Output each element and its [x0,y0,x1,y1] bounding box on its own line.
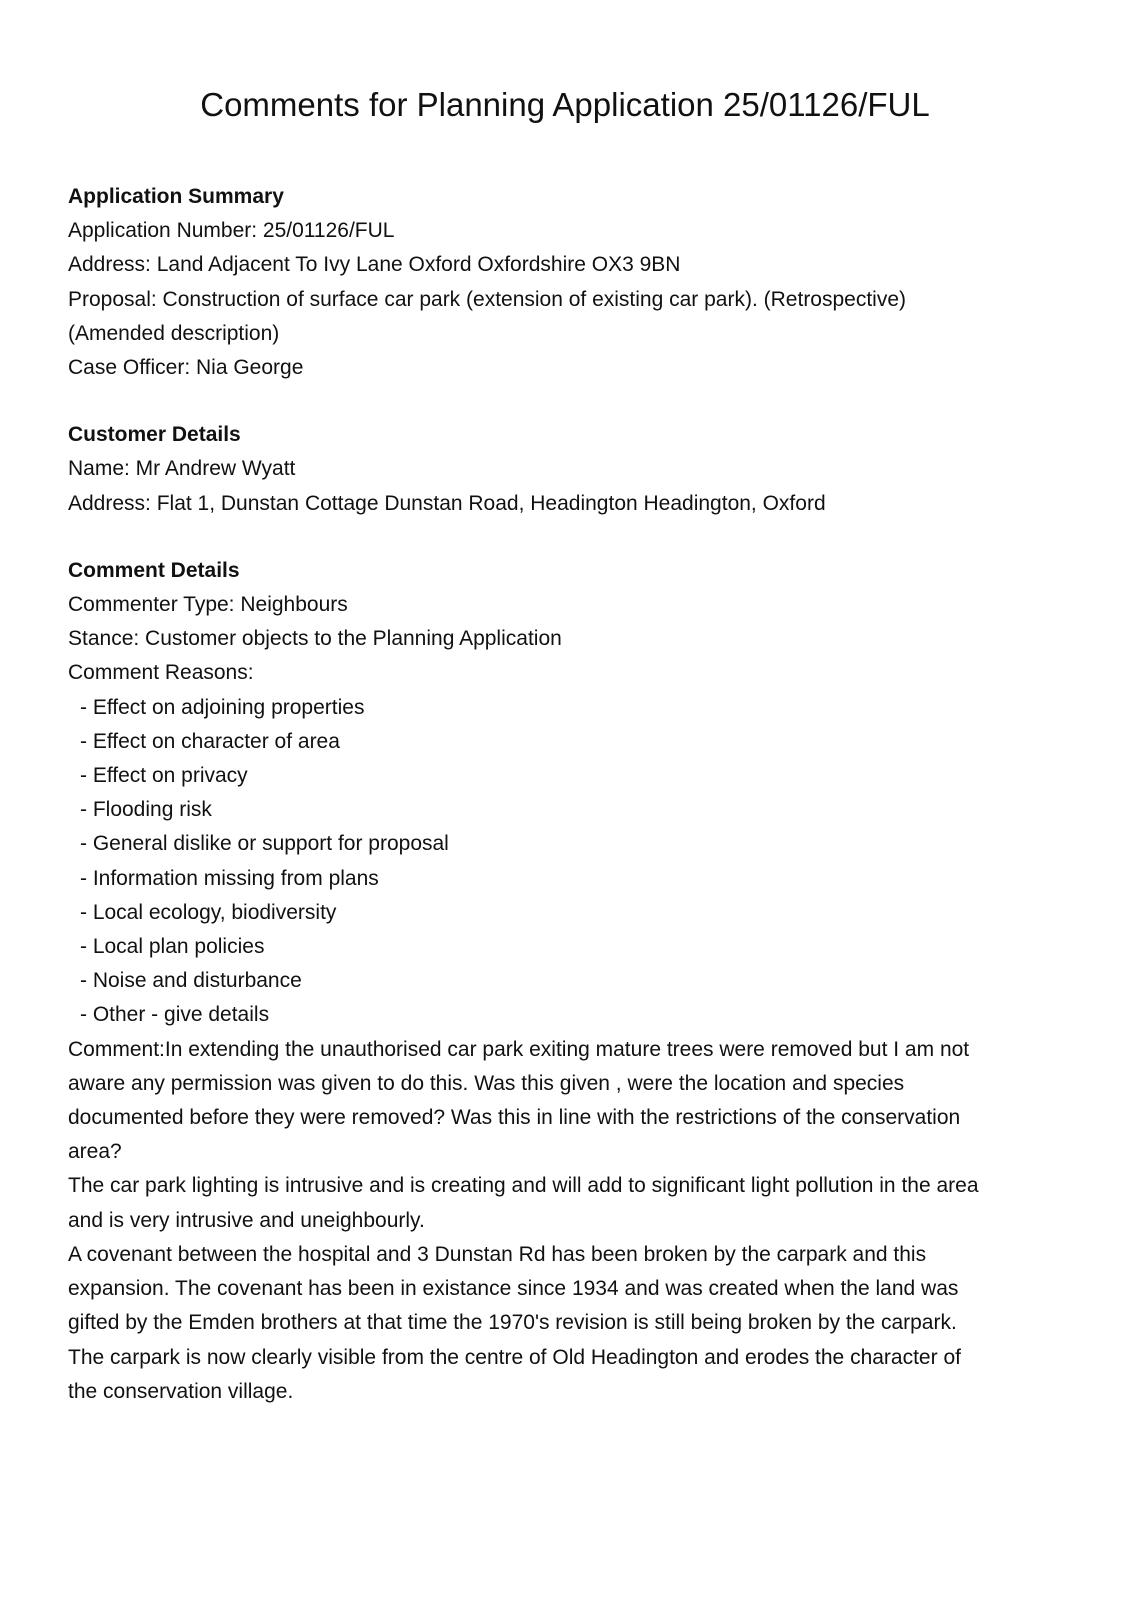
comment-line: expansion. The covenant has been in existance since 1934 and was created when the land was [68,1277,959,1301]
section-spacer [68,385,1068,418]
comment-line: Comment:In extending the unauthorised car park exiting mature trees were removed but I am not [68,1037,970,1061]
comment-reasons-label: Comment Reasons: [68,661,254,685]
proposal-line-1: Proposal: Construction of surface car park (extension of existing car park). (Retrospective) [68,287,907,311]
application-number: Application Number: 25/01126/FUL [68,219,395,243]
document-body [68,180,1068,1409]
comment-details-heading: Comment Details [68,558,240,582]
list-item: - Flooding risk [68,793,1068,827]
list-item: - Effect on adjoining properties [68,691,1068,725]
list-item: - Noise and disturbance [68,964,1068,998]
list-item: - Effect on privacy [68,759,1068,793]
customer-name: Name: Mr Andrew Wyatt [68,457,296,481]
comment-details-section [68,554,1068,1409]
comment-line: The carpark is now clearly visible from the centre of Old Headington and erodes the character of [68,1345,961,1369]
comment-line: aware any permission was given to do this. Was this given , were the location and species [68,1071,905,1095]
comment-text [68,1033,1068,1409]
list-item: - General dislike or support for proposal [68,827,1068,861]
commenter-type: Commenter Type: Neighbours [68,593,348,617]
comment-line: A covenant between the hospital and 3 Dunstan Rd has been broken by the carpark and this [68,1242,927,1266]
application-address: Address: Land Adjacent To Ivy Lane Oxford Oxfordshire OX3 9BN [68,253,681,277]
customer-address: Address: Flat 1, Dunstan Cottage Dunstan Road, Headington Headington, Oxford [68,491,826,515]
comment-line: and is very intrusive and uneighbourly. [68,1208,425,1232]
customer-details-heading: Customer Details [68,423,241,447]
list-item: - Local ecology, biodiversity [68,896,1068,930]
comment-line: The car park lighting is intrusive and is creating and will add to significant light pollution in the area [68,1174,979,1198]
customer-details-section [68,418,1068,521]
comment-line: area? [68,1140,122,1164]
stance: Stance: Customer objects to the Planning Application [68,627,562,651]
comment-line: documented before they were removed? Was this in line with the restrictions of the conservation [68,1106,961,1130]
list-item: - Effect on character of area [68,725,1068,759]
comment-line: gifted by the Emden brothers at that time the 1970's revision is still being broken by the carpark. [68,1311,957,1335]
section-spacer [68,521,1068,554]
comment-reasons-list [68,691,1068,1033]
application-summary-section [68,180,1068,385]
comment-line: the conservation village. [68,1379,294,1403]
list-item: - Other - give details [68,998,1068,1032]
list-item: - Information missing from plans [68,862,1068,896]
page-title: Comments for Planning Application 25/01126/FUL [200,86,930,123]
proposal-line-2: (Amended description) [68,321,280,345]
application-summary-heading: Application Summary [68,185,284,208]
list-item: - Local plan policies [68,930,1068,964]
case-officer: Case Officer: Nia George [68,356,304,380]
